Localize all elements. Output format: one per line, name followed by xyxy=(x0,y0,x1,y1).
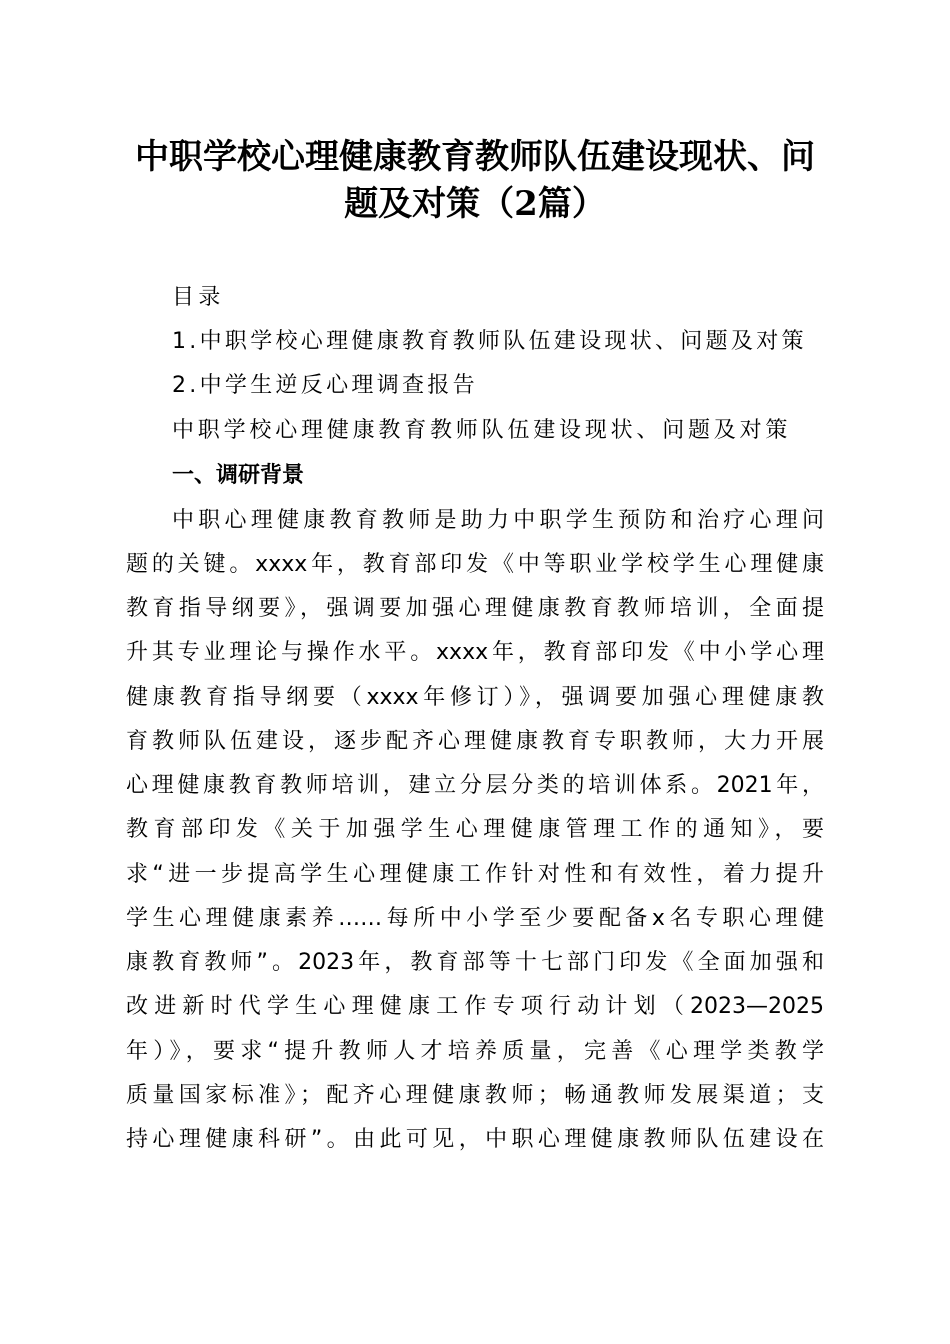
document-title xyxy=(100,134,850,228)
body-line: 教育部印发《关于加强学生心理健康管理工作的通知》，要 xyxy=(126,817,824,842)
title-line-2: 题及对策（2篇） xyxy=(344,184,606,224)
body-line: 改进新时代学生心理健康工作专项行动计划（2023—2025 xyxy=(126,994,824,1019)
section-heading: 一、调研背景 xyxy=(172,463,305,488)
title-line-1: 中职学校心理健康教育教师队伍建设现状、问 xyxy=(135,137,815,177)
body-line: 年）》，要求“提升教师人才培养质量，完善《心理学类教学 xyxy=(126,1039,824,1064)
toc-label: 目录 xyxy=(172,285,225,310)
body-line: 质量国家标准》；配齐心理健康教师；畅通教师发展渠道；支 xyxy=(126,1083,824,1108)
body-line: 题的关键。xxxx年，教育部印发《中等职业学校学生心理健康 xyxy=(126,552,824,577)
body-line: 学生心理健康素养……每所中小学至少要配备x名专职心理健 xyxy=(126,906,824,931)
toc-item-1[interactable]: 1.中职学校心理健康教育教师队伍建设现状、问题及对策 xyxy=(172,329,807,354)
body-line: 升其专业理论与操作水平。xxxx年，教育部印发《中小学心理 xyxy=(126,640,824,665)
body-line: 求“进一步提高学生心理健康工作针对性和有效性，着力提升 xyxy=(126,862,824,887)
body-line: 心理健康教育教师培训，建立分层分类的培训体系。2021年， xyxy=(126,773,824,798)
body-line: 中职心理健康教育教师是助力中职学生预防和治疗心理问 xyxy=(172,508,824,533)
body-line: 育教师队伍建设，逐步配齐心理健康教育专职教师，大力开展 xyxy=(126,729,824,754)
body-line: 教育指导纲要》，强调要加强心理健康教育教师培训，全面提 xyxy=(126,596,824,621)
body-line: 持心理健康科研”。由此可见，中职心理健康教师队伍建设在 xyxy=(126,1127,824,1152)
article-title: 中职学校心理健康教育教师队伍建设现状、问题及对策 xyxy=(172,418,792,443)
body-line: 康教育教师”。2023年，教育部等十七部门印发《全面加强和 xyxy=(126,950,824,975)
body-line: 健康教育指导纲要（xxxx年修订）》，强调要加强心理健康教 xyxy=(126,685,824,710)
toc-item-2[interactable]: 2.中学生逆反心理调查报告 xyxy=(172,373,478,398)
